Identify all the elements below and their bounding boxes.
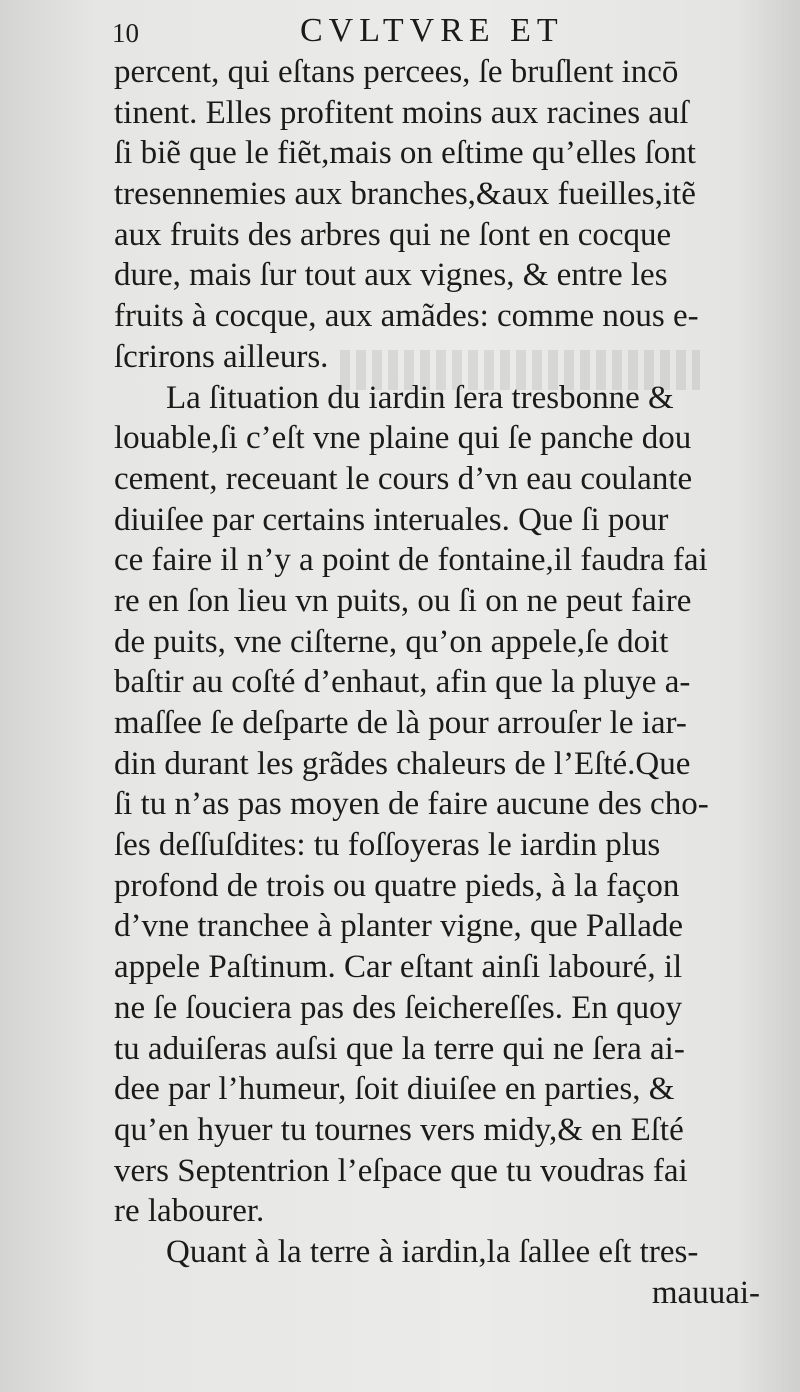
catchword: mauuai- xyxy=(651,1274,760,1311)
text-line: maſſee ſe deſparte de là pour arrouſer le iar- xyxy=(114,705,687,741)
text-line: ce faire il n’y a point de fontaine,il faudra fai xyxy=(114,542,708,579)
text-line: ſi biẽ que le fiẽt,mais on eſtime qu’elles ſont xyxy=(114,135,696,172)
text-line: d’vne tranchee à planter vigne, que Pallade xyxy=(114,908,683,945)
running-head: CVLTVRE ET xyxy=(300,12,564,49)
text-line: appele Paſtinum. Car eſtant ainſi labouré, il xyxy=(114,949,683,986)
text-line: tinent. Elles profitent moins aux racines auſ xyxy=(114,94,689,131)
text-line: re en ſon lieu vn puits, ou ſi on ne peut faire xyxy=(114,582,692,619)
text-line: percent, qui eſtans percees, ſe bruſlent incō xyxy=(114,54,679,90)
paragraph-start-line: Quant à la terre à iardin,la ſallee eſt tres- xyxy=(166,1233,699,1270)
page-header xyxy=(112,12,672,56)
text-line: qu’en hyuer tu tournes vers midy,& en Eſté xyxy=(114,1111,684,1148)
text-line: ſes deſſuſdites: tu foſſoyeras le iardin plus xyxy=(114,827,661,864)
text-line: fruits à cocque, aux amãdes: comme nous e- xyxy=(114,298,699,335)
text-line: ſi tu n’as pas moyen de faire aucune des cho- xyxy=(114,786,709,823)
text-line: ne ſe ſouciera pas des ſeichereſſes. En quoy xyxy=(114,989,683,1026)
text-line: ſcrirons ailleurs. xyxy=(114,338,329,375)
body-text xyxy=(114,52,768,1313)
text-line: tu aduiſeras auſsi que la terre qui ne ſera ai- xyxy=(114,1030,685,1067)
text-line: baſtir au coſté d’enhaut, afin que la pluye a- xyxy=(114,664,691,701)
text-line: louable,ſi c’eſt vne plaine qui ſe panche dou xyxy=(114,420,692,457)
text-line: de puits, vne ciſterne, qu’on appele,ſe doit xyxy=(114,623,669,660)
paragraph-start-line: La ſituation du iardin ſera tresbonne & xyxy=(166,379,674,416)
text-line: re labourer. xyxy=(114,1193,265,1230)
text-line: tresennemies aux branches,&aux fueilles,itẽ xyxy=(114,176,696,213)
text-line: profond de trois ou quatre pieds, à la façon xyxy=(114,867,680,904)
text-line: din durant les grãdes chaleurs de l’Eſté.Que xyxy=(114,745,691,782)
text-line: vers Septentrion l’eſpace que tu voudras fai xyxy=(114,1152,688,1189)
text-line: diuiſee par certains interuales. Que ſi pour xyxy=(114,501,669,538)
text-line: aux fruits des arbres qui ne ſont en cocque xyxy=(114,216,672,253)
text-line: dure, mais ſur tout aux vignes, & entre les xyxy=(114,257,668,294)
text-line: cement, receuant le cours d’vn eau coulante xyxy=(114,460,693,497)
page-number: 10 xyxy=(112,18,139,48)
text-line: dee par l’humeur, ſoit diuiſee en parties, & xyxy=(114,1071,675,1108)
